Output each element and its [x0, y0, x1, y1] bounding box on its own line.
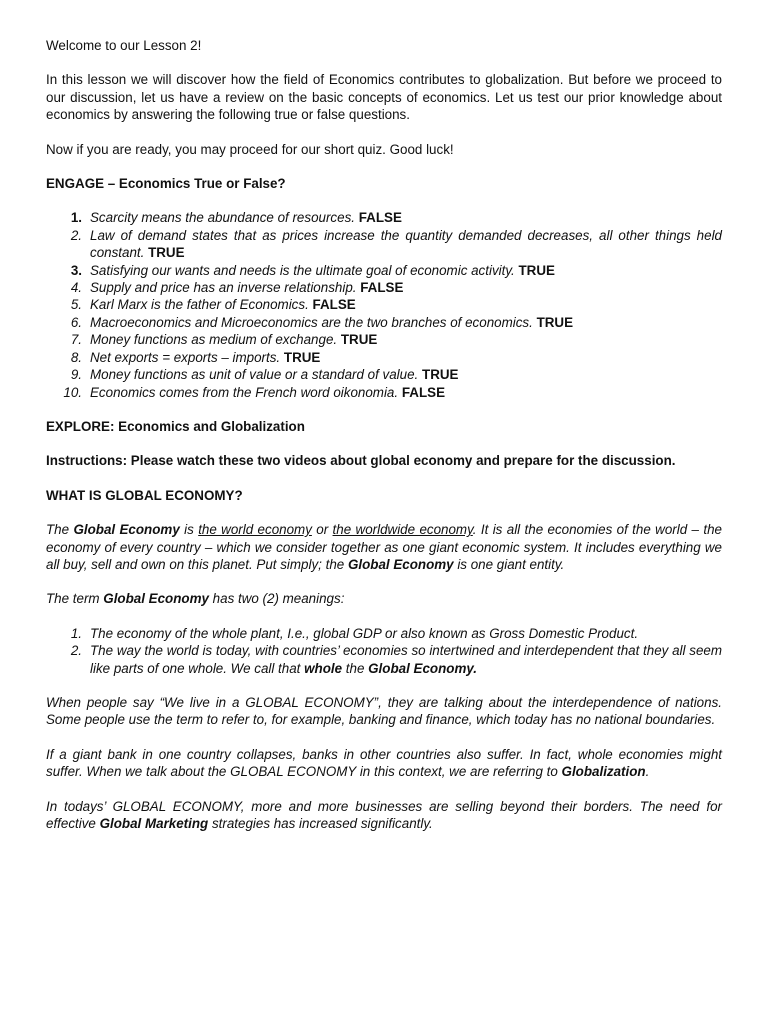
meaning-item: 2. The way the world is today, with countries’ economies so intertwined and interdependent that they all seem like parts of one whole. We call that whole the Global Economy. — [70, 643, 722, 676]
bank-collapse-paragraph: If a giant bank in one country collapses, banks in other countries also suffer. In fact, whole economies might suffer. When we talk about the GLOBAL ECONOMY in this context, we are referring to Globalization. — [46, 746, 722, 780]
quiz-list — [46, 209, 722, 400]
quiz-item: 1. Scarcity means the abundance of resources. FALSE — [70, 210, 402, 226]
intro-paragraph: In this lesson we will discover how the field of Economics contributes to globalization. But before we proceed to our discussion, let us have a review on the basic concepts of economics. Let us test our prior knowledge about economics by answering the following true or false questions. — [46, 72, 722, 123]
quiz-item: 4. Supply and price has an inverse relationship. FALSE — [70, 280, 404, 296]
ready-line: Now if you are ready, you may proceed for our short quiz. Good luck! — [46, 141, 454, 157]
quiz-item: 9. Money functions as unit of value or a standard of value. TRUE — [70, 367, 459, 383]
meanings-list — [46, 625, 722, 677]
quiz-item: 5. Karl Marx is the father of Economics. FALSE — [70, 297, 356, 313]
quiz-item: 7. Money functions as medium of exchange. TRUE — [70, 332, 378, 348]
global-economy-heading: WHAT IS GLOBAL ECONOMY? — [46, 487, 243, 503]
interdependence-paragraph: When people say “We live in a GLOBAL ECONOMY”, they are talking about the interdependence of nations. Some people use the term to refer to, for example, banking and finance, which today has no national boundaries. — [46, 694, 722, 728]
global-economy-definition: The Global Economy is the world economy or the worldwide economy. It is all the economies of the world – the economy of every country – which we consider together as one giant economic system. It includes everything we all buy, sell and own on this planet. Put simply; the Global Economy is one giant entity. — [46, 522, 722, 572]
quiz-item: 3. Satisfying our wants and needs is the ultimate goal of economic activity. TRUE — [70, 262, 555, 278]
welcome-line: Welcome to our Lesson 2! — [46, 38, 202, 53]
quiz-item: 6. Macroeconomics and Microeconomics are the two branches of economics. TRUE — [70, 314, 574, 330]
meaning-item: 1. The economy of the whole plant, I.e., global GDP or also known as Gross Domestic Product. — [70, 625, 639, 641]
quiz-item: 8. Net exports = exports – imports. TRUE — [70, 349, 321, 365]
engage-heading: ENGAGE – Economics True or False? — [46, 176, 286, 192]
quiz-item: 2. Law of demand states that as prices increase the quantity demanded decreases, all other things held constant. TRUE — [70, 227, 722, 261]
two-meanings-intro: The term Global Economy has two (2) meanings: — [46, 591, 345, 607]
quiz-item: 10. Economics comes from the French word oikonomia. FALSE — [63, 384, 445, 400]
explore-instructions: Instructions: Please watch these two videos about global economy and prepare for the discussion. — [46, 453, 676, 469]
global-marketing-paragraph: In todays’ GLOBAL ECONOMY, more and more businesses are selling beyond their borders. The need for effective Global Marketing strategies has increased significantly. — [46, 798, 722, 831]
explore-heading: EXPLORE: Economics and Globalization — [46, 418, 305, 434]
